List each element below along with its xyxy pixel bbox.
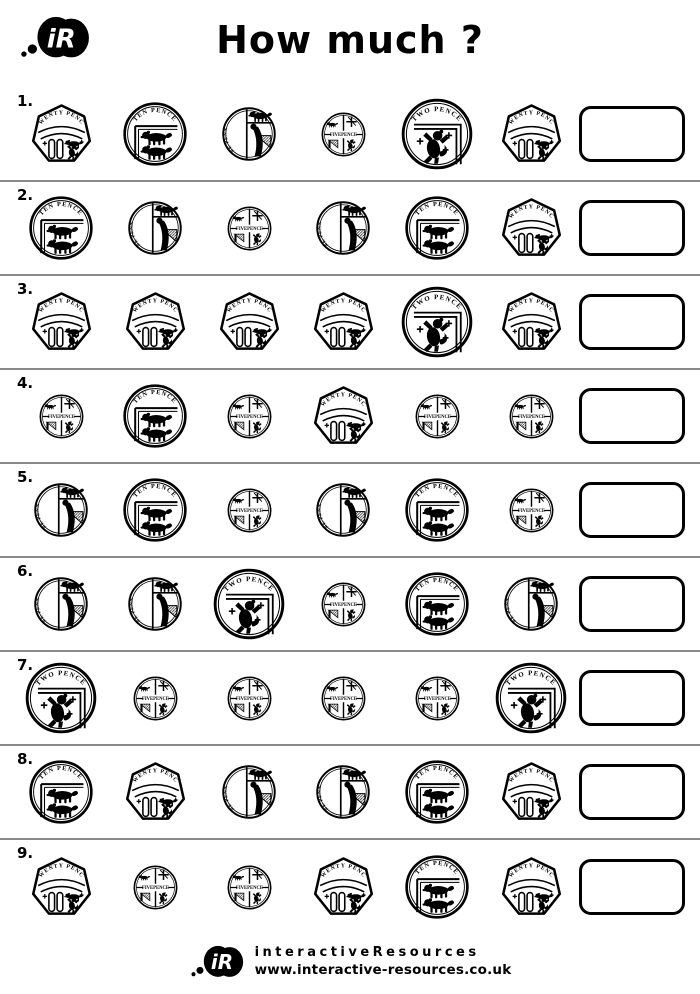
coin-10p [122, 383, 188, 449]
coin-20p [500, 856, 563, 919]
coin-20p [30, 856, 93, 919]
coin-20p [500, 103, 563, 166]
rows [0, 88, 700, 934]
coin-1p [221, 764, 277, 820]
ir-logo-footer [189, 942, 247, 982]
ir-logo [18, 12, 94, 64]
answer-box[interactable] [579, 764, 685, 820]
coin-10p [28, 759, 94, 825]
coin-20p [500, 291, 563, 354]
coin-row [0, 840, 700, 934]
coin-row [0, 182, 700, 276]
coin-10p [404, 854, 470, 920]
answer-box[interactable] [579, 859, 685, 915]
coin-group [14, 854, 578, 920]
answer-box[interactable] [579, 294, 685, 350]
answer-box[interactable] [579, 106, 685, 162]
coin-1p [315, 482, 371, 538]
coin-10p [122, 477, 188, 543]
coin-20p [218, 291, 281, 354]
coin-group [14, 477, 578, 543]
coin-group [14, 98, 578, 170]
coin-5p [414, 675, 461, 722]
header [0, 0, 700, 88]
coin-group [14, 759, 578, 825]
coin-row [0, 652, 700, 746]
coin-group [14, 195, 578, 261]
coin-row [0, 464, 700, 558]
coin-5p [508, 487, 555, 534]
coin-20p [500, 761, 563, 824]
answer-box[interactable] [579, 200, 685, 256]
coin-10p [404, 759, 470, 825]
coin-5p [226, 393, 273, 440]
coin-5p [414, 393, 461, 440]
coin-1p [221, 106, 277, 162]
coin-10p [122, 101, 188, 167]
coin-20p [30, 103, 93, 166]
coin-10p [404, 477, 470, 543]
coin-2p [495, 662, 567, 734]
coin-row [0, 88, 700, 182]
coin-1p [127, 200, 183, 256]
coin-5p [508, 393, 555, 440]
coin-2p [401, 286, 473, 358]
coin-1p [315, 200, 371, 256]
coin-2p [401, 98, 473, 170]
coin-group [14, 568, 578, 640]
row-number: 4. [17, 374, 34, 392]
row-number: 3. [17, 280, 34, 298]
row-number: 1. [17, 92, 34, 110]
coin-5p [132, 864, 179, 911]
footer-brand-name: interactiveResources [254, 945, 480, 961]
row-number: 2. [17, 186, 34, 204]
coin-5p [320, 581, 367, 628]
coin-20p [124, 761, 187, 824]
coin-1p [315, 764, 371, 820]
answer-box[interactable] [579, 576, 685, 632]
coin-1p [33, 482, 89, 538]
coin-20p [312, 385, 375, 448]
row-number: 9. [17, 844, 34, 862]
coin-20p [30, 291, 93, 354]
coin-5p [226, 205, 273, 252]
coin-10p [404, 195, 470, 261]
footer [0, 942, 700, 982]
coin-5p [320, 111, 367, 158]
coin-row [0, 276, 700, 370]
coin-20p [312, 291, 375, 354]
row-number: 7. [17, 656, 34, 674]
coin-10p [28, 195, 94, 261]
answer-box[interactable] [579, 388, 685, 444]
coin-5p [320, 675, 367, 722]
row-number: 8. [17, 750, 34, 768]
coin-2p [25, 662, 97, 734]
coin-group [14, 662, 578, 734]
coin-group [14, 383, 578, 449]
coin-5p [226, 675, 273, 722]
coin-5p [38, 393, 85, 440]
coin-5p [226, 487, 273, 534]
coin-1p [127, 576, 183, 632]
coin-row [0, 370, 700, 464]
coin-1p [503, 576, 559, 632]
coin-row [0, 746, 700, 840]
page-title: How much ? [216, 18, 484, 62]
footer-text [255, 945, 512, 978]
coin-5p [226, 864, 273, 911]
footer-website-url: www.interactive-resources.co.uk [254, 961, 512, 978]
coin-group [14, 286, 578, 358]
coin-20p [312, 856, 375, 919]
coin-10p [404, 571, 470, 637]
answer-box[interactable] [579, 670, 685, 726]
coin-2p [213, 568, 285, 640]
row-number: 6. [17, 562, 34, 580]
answer-box[interactable] [579, 482, 685, 538]
coin-20p [500, 197, 563, 260]
coin-1p [33, 576, 89, 632]
row-number: 5. [17, 468, 34, 486]
coin-20p [124, 291, 187, 354]
coin-5p [132, 675, 179, 722]
coin-row [0, 558, 700, 652]
